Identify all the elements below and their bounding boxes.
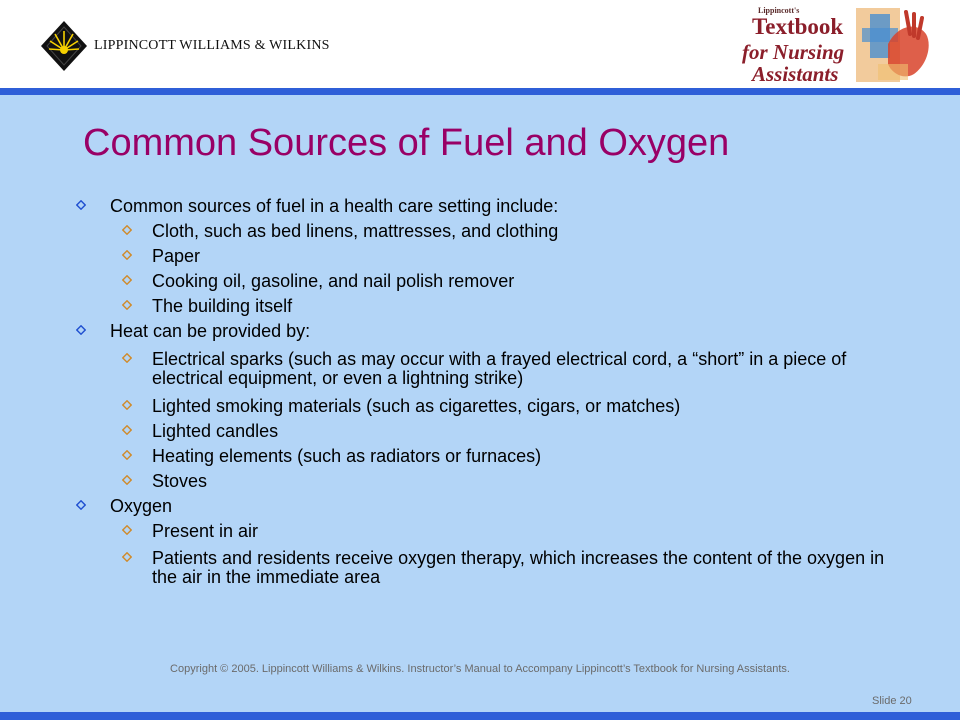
diamond-bullet-icon bbox=[76, 325, 86, 335]
book-logo-line2: for Nursing bbox=[742, 40, 845, 64]
sub-bullet-item bbox=[152, 350, 912, 388]
bullet-text: Electrical sparks (such as may occur with a frayed electrical cord, a “short” in a piece of electrical equipment, or even a lightning strike) bbox=[152, 349, 847, 388]
starburst-diamond-icon bbox=[40, 20, 88, 72]
diamond-bullet-icon bbox=[122, 275, 132, 285]
sub-bullet-item bbox=[152, 472, 912, 491]
bullet-item bbox=[110, 322, 910, 341]
bullet-text: The building itself bbox=[152, 296, 293, 316]
diamond-bullet-icon bbox=[76, 500, 86, 510]
diamond-bullet-icon bbox=[122, 225, 132, 235]
bullet-text: Heating elements (such as radiators or furnaces) bbox=[152, 446, 542, 466]
diamond-bullet-icon bbox=[122, 300, 132, 310]
diamond-bullet-icon bbox=[122, 250, 132, 260]
bullet-item bbox=[110, 197, 910, 216]
bullet-text: Lighted smoking materials (such as cigarettes, cigars, or matches) bbox=[152, 396, 681, 416]
slide-number: Slide 20 bbox=[872, 695, 912, 707]
diamond-bullet-icon bbox=[122, 475, 132, 485]
bullet-text: Common sources of fuel in a health care setting include: bbox=[110, 196, 559, 216]
bullet-text: Present in air bbox=[152, 521, 259, 541]
bullet-text: Paper bbox=[152, 246, 201, 266]
bullet-item bbox=[110, 497, 910, 516]
book-logo-pre: Lippincott's bbox=[758, 6, 800, 15]
sub-bullet-item bbox=[152, 422, 912, 441]
diamond-bullet-icon bbox=[122, 552, 132, 562]
header bbox=[0, 0, 960, 88]
bullet-text: Cooking oil, gasoline, and nail polish remover bbox=[152, 271, 515, 291]
diamond-bullet-icon bbox=[122, 525, 132, 535]
footer-rule bbox=[0, 712, 960, 720]
bullet-text: Lighted candles bbox=[152, 421, 279, 441]
sub-bullet-item bbox=[152, 272, 912, 291]
book-logo-line1: Textbook bbox=[752, 14, 844, 39]
diamond-bullet-icon bbox=[122, 400, 132, 410]
diamond-bullet-icon bbox=[122, 425, 132, 435]
sub-bullet-item bbox=[152, 549, 912, 587]
sub-bullet-item bbox=[152, 447, 912, 466]
bullet-text: Heat can be provided by: bbox=[110, 321, 311, 341]
book-logo bbox=[738, 4, 938, 88]
footer-copyright: Copyright © 2005. Lippincott Williams & Wilkins. Instructor’s Manual to Accompany Lippincott’s Textbook for Nursing Assistants. bbox=[170, 663, 790, 675]
book-logo-line3: Assistants bbox=[752, 62, 839, 86]
bullet-text: Cloth, such as bed linens, mattresses, and clothing bbox=[152, 221, 559, 241]
diamond-bullet-icon bbox=[122, 450, 132, 460]
sub-bullet-item bbox=[152, 522, 912, 541]
publisher-logo-text: LIPPINCOTT WILLIAMS & WILKINS bbox=[94, 38, 330, 53]
header-rule bbox=[0, 88, 960, 95]
sub-bullet-item bbox=[152, 247, 912, 266]
book-cover-art-icon bbox=[848, 4, 938, 90]
diamond-bullet-icon bbox=[122, 353, 132, 363]
bullet-text: Patients and residents receive oxygen therapy, which increases the content of the oxygen in the air in the immediate area bbox=[152, 548, 885, 587]
diamond-bullet-icon bbox=[76, 200, 86, 210]
sub-bullet-item bbox=[152, 397, 912, 416]
sub-bullet-item bbox=[152, 222, 912, 241]
bullet-text: Stoves bbox=[152, 471, 208, 491]
publisher-logo bbox=[40, 20, 330, 72]
sub-bullet-item bbox=[152, 297, 912, 316]
bullet-text: Oxygen bbox=[110, 496, 173, 516]
slide-title: Common Sources of Fuel and Oxygen bbox=[83, 122, 730, 164]
